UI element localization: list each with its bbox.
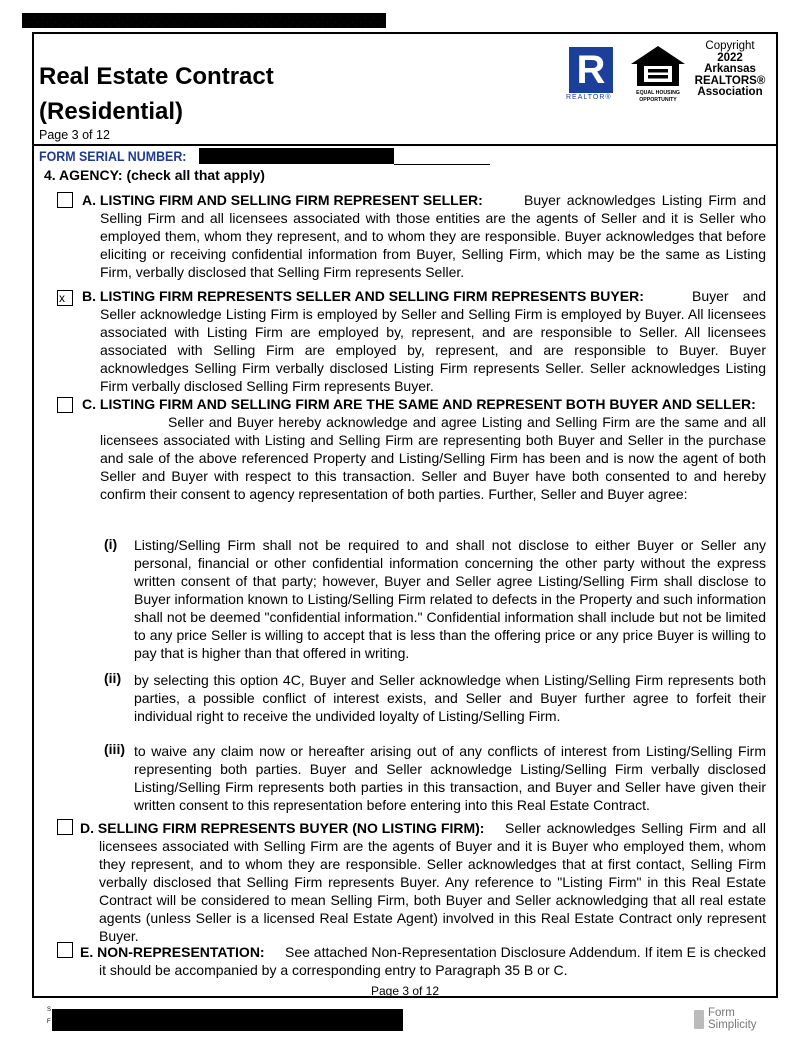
option-c-sub-iii-text: to waive any claim now or hereafter arising out of any conflicts of interest from Listing/Selling Firm representing both parties. Buyer and Seller acknowledge Listing/Selling Firm verbally disclosed Listing/Selling Firm represents both parties in this transaction, and Buyer and Seller have given their written consent to this representation before entering into this Real Estate Contract. xyxy=(134,743,766,813)
section-heading: 4. AGENCY: (check all that apply) xyxy=(44,167,265,183)
equal-housing-icon xyxy=(629,44,687,88)
option-e-lead: E. NON-REPRESENTATION: xyxy=(80,944,265,960)
footer-page-number: Page 3 of 12 xyxy=(370,984,440,998)
option-d-body: Seller acknowledges Selling Firm and all licensees associated with Selling Firm are the agents of Buyer and it is Buyer who employed them, whom they represent, and to whom they are responsible. Seller acknowledges that at first contact, Selling Firm verbally disclosed that Selling Firm represents Buyer. Any reference to "Listing Firm" in this Real Estate Contract will be considered to mean Selling Firm, both Buyer and Seller acknowledging that all real estate agents (unless Seller is a licensed Real Estate Agent) involved in this Real Estate Contract only represent Buyer. xyxy=(99,820,766,944)
option-a-body: Buyer acknowledges Listing Firm and Selling Firm and all licensees associated with those entities are the agents of Seller and it is Seller who employed them, whom they represent, and to whom they are responsible. Buyer acknowledges that before eliciting or receiving confidential information from Buyer, Selling Firm, which may be the same as Listing Firm, verbally disclosed that Selling Firm represents Seller. xyxy=(100,192,766,280)
footer-s-label: S xyxy=(47,1007,52,1013)
option-c-lead-wrap xyxy=(82,395,766,413)
redacted-header-bar xyxy=(22,13,386,28)
document-header xyxy=(34,34,776,146)
option-c-body: Seller and Buyer hereby acknowledge and agree Listing and Selling Firm are the same and all licensees associated with Listing and Selling Firm are representing both Buyer and Seller in the purchase and sale of the above referenced Property and Listing/Selling Firm has been and is now the agent of both Seller and Buyer with respect to this transaction. Seller and Buyer have both consented to and hereby confirm their consent to agency representation of both parties. Further, Seller and Buyer agree: xyxy=(100,414,766,502)
option-c-sub-iii-label: (iii) xyxy=(104,741,125,757)
form-simplicity-brand xyxy=(708,1007,757,1031)
copyright-org-line3: Association xyxy=(697,86,763,98)
copyright-org-line2: REALTORS® xyxy=(694,74,766,87)
copyright-org-line1: Arkansas xyxy=(704,63,756,75)
checkbox-c[interactable] xyxy=(57,397,73,413)
option-c-lead: C. LISTING FIRM AND SELLING FIRM ARE THE SAME AND REPRESENT BOTH BUYER AND SELLER: xyxy=(82,396,756,412)
option-e-body: See attached Non-Representation Disclosure Addendum. If item E is checked it should be accompanied by a corresponding entry to Paragraph 35 B or C. xyxy=(99,944,766,978)
option-c-sub-ii-label: (ii) xyxy=(104,670,122,686)
checkbox-b[interactable]: x xyxy=(57,290,73,306)
option-a-lead: A. LISTING FIRM AND SELLING FIRM REPRESENT SELLER: xyxy=(82,192,483,208)
option-c-sub-i-label: (i) xyxy=(104,536,118,552)
brand-line1: Form xyxy=(708,1007,735,1019)
document-frame xyxy=(32,32,778,998)
form-simplicity-icon xyxy=(694,1010,704,1029)
copyright-year: 2022 xyxy=(717,51,743,64)
realtor-logo-caption: REALTOR® xyxy=(566,94,612,101)
copyright-label: Copyright xyxy=(705,40,755,52)
option-d-lead: D. SELLING FIRM REPRESENTS BUYER (NO LISTING FIRM): xyxy=(80,820,485,836)
realtor-logo-icon: R xyxy=(569,47,613,93)
equal-housing-caption: EQUAL HOUSING OPPORTUNITY xyxy=(636,90,680,103)
option-b-lead: B. LISTING FIRM REPRESENTS SELLER AND SELLING FIRM REPRESENTS BUYER: xyxy=(82,288,644,304)
brand-line2: Simplicity xyxy=(708,1019,757,1031)
option-b-body: Buyer and Seller acknowledge Listing Firm is employed by Seller and Selling Firm is employed by Buyer. All licensees associated with Listing Firm are employed by, represent, and are responsible to Seller. All licensees associated with Selling Firm are employed by, represent, and are responsible to Buyer. Buyer acknowledges Selling Firm verbally disclosed Listing Firm represents Seller. Seller acknowledges Listing Firm verbally disclosed Selling Firm represents Buyer. xyxy=(100,288,766,394)
redacted-serial-number xyxy=(199,148,394,164)
redacted-footer-bar xyxy=(52,1009,403,1031)
serial-underline xyxy=(394,164,490,165)
page-subtitle: (Residential) xyxy=(39,98,184,125)
checkbox-e[interactable] xyxy=(57,942,73,958)
form-serial-label: FORM SERIAL NUMBER: xyxy=(39,149,187,164)
option-c-sub-i-text: Listing/Selling Firm shall not be required to and shall not disclose to either Buyer or Seller any personal, financial or other confidential information concerning the other party without the express written consent of that party; however, Buyer and Seller agree Listing/Selling Firm shall disclose to Buyer information known to Listing/Selling Firm related to defects in the Property and such information shall not be deemed "confidential information." Confidential information shall include but not be limited to any price Seller is willing to accept that is less than the offering price or any price Buyer is willing to pay that is higher than that offered in writing. xyxy=(134,537,766,661)
page-title: Real Estate Contract xyxy=(39,63,274,90)
footer-f-label: F xyxy=(47,1019,51,1025)
header-page-number: Page 3 of 12 xyxy=(39,128,110,142)
checkbox-a[interactable] xyxy=(57,192,73,208)
copyright-block xyxy=(694,41,766,99)
option-c-sub-ii-text: by selecting this option 4C, Buyer and Seller acknowledge when Listing/Selling Firm represents both parties, a possible conflict of interest exists, and Seller and Buyer further agree to forfeit their individual right to receive the undivided loyalty of Listing/Selling Firm. xyxy=(134,672,766,724)
checkbox-d[interactable] xyxy=(57,819,73,835)
